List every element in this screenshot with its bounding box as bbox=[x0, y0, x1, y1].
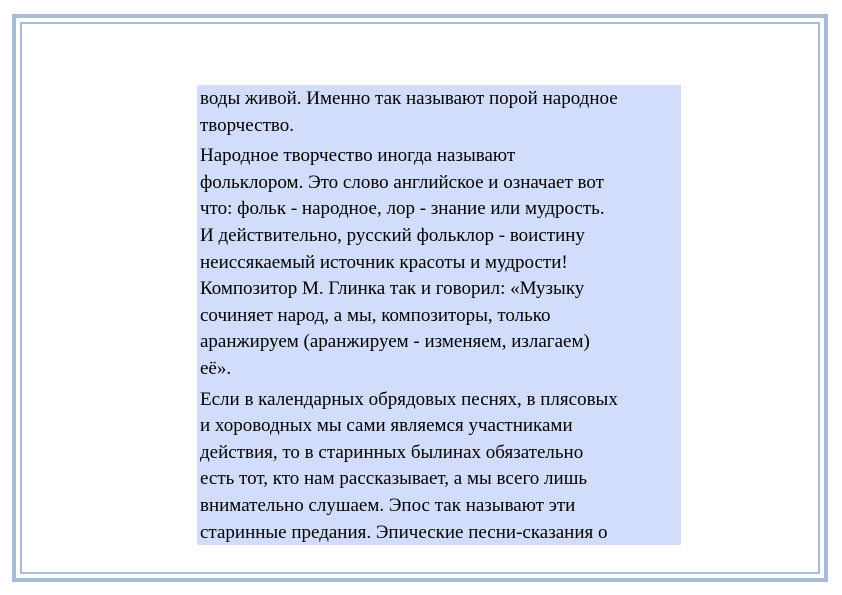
paragraph-line: внимательно слушаем. Эпос так называют эти bbox=[200, 494, 576, 516]
paragraph-line: фольклором. Это слово английское и означает вот bbox=[200, 171, 604, 193]
paragraph-1 bbox=[200, 86, 681, 139]
paragraph-line: что: фольк - народное, лор - знание или мудрость. bbox=[200, 198, 605, 220]
text-block bbox=[197, 85, 681, 545]
paragraph-3 bbox=[200, 387, 681, 545]
paragraph-line: воды живой. Именно так называют порой народное bbox=[200, 88, 618, 109]
paragraph-2 bbox=[200, 143, 681, 382]
paragraph-line: Композитор М. Глинка так и говорил: «Музыку bbox=[200, 278, 585, 300]
paragraph-line: её». bbox=[200, 357, 232, 379]
paragraph-line: сочиняет народ, а мы, композиторы, только bbox=[200, 304, 551, 326]
paragraph-line: неиссякаемый источник красоты и мудрости! bbox=[200, 251, 568, 273]
paragraph-line: и хороводных мы сами являемся участниками bbox=[200, 415, 573, 437]
paragraph-line: аранжируем (аранжируем - изменяем, излагаем) bbox=[200, 331, 590, 353]
paragraph-line: действия, то в старинных былинах обязательно bbox=[200, 441, 584, 463]
paragraph-line: творчество. bbox=[200, 114, 294, 136]
paragraph-line: Если в календарных обрядовых песнях, в плясовых bbox=[200, 388, 618, 410]
paragraph-line: старинные предания. Эпические песни-сказания о bbox=[200, 521, 608, 543]
paragraph-line: есть тот, кто нам рассказывает, а мы всего лишь bbox=[200, 468, 587, 490]
paragraph-line: И действительно, русский фольклор - воистину bbox=[200, 224, 585, 246]
paragraph-line: Народное творчество иногда называют bbox=[200, 145, 516, 167]
